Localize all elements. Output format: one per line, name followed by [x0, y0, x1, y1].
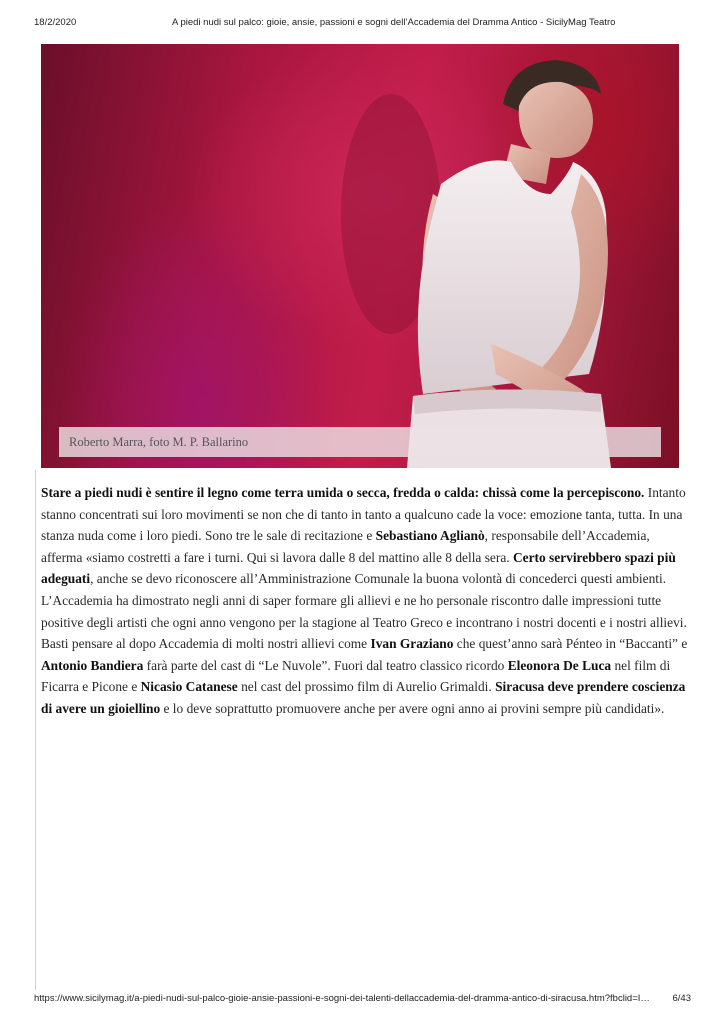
- body-text: nel film di Ficarra e Picone e: [41, 657, 671, 695]
- article-body: [41, 482, 691, 720]
- print-date: 18/2/2020: [34, 17, 77, 28]
- article-photo: [41, 44, 679, 468]
- body-text: , anche se devo riconoscere all’Amministrazione Comunale la buona volontà di concederci questi ambienti. L’Accademia ha dimostrato negli anni di saper formare gli allievi e ne ho personale riscontro dalle impressioni tutte positive degli artisti che ogni anno vengono per la stagione al Teatro Greco e incontrano i nostri docenti e i nostri allievi. Basti pensare al dopo Accademia di molti nostri allievi come: [41, 571, 687, 652]
- page-number: 6/43: [672, 993, 691, 1004]
- bold-text: Antonio Bandiera: [41, 657, 144, 673]
- bold-text: Siracusa deve prendere coscienza di avere un gioiellino: [41, 679, 686, 716]
- body-text: che quest’anno sarà Pénteo in “Baccanti” e: [453, 636, 688, 652]
- print-page-title: A piedi nudi sul palco: gioie, ansie, passioni e sogni dell’Accademia del Dramma Antico - SicilyMag Teatro: [172, 17, 616, 28]
- left-rule: [35, 470, 36, 990]
- body-text: Intanto stanno concentrati sui loro movimenti se non che di tanto in tanto a qualcuno cade la voce: emozione tanta, tutta. In una stanza nuda come i loro piedi. Sono tre le sale di recitazione e: [41, 485, 686, 544]
- body-text: nel cast del prossimo film di Aurelio Grimaldi.: [237, 679, 496, 695]
- bold-text: Sebastiano Aglianò: [375, 528, 485, 544]
- photo-caption: Roberto Marra, foto M. P. Ballarino: [59, 427, 661, 457]
- print-header: [0, 17, 724, 31]
- bold-text: Ivan Graziano: [370, 636, 454, 652]
- bold-text: Certo servirebbero spazi più adeguati: [41, 549, 676, 587]
- body-text: farà parte del cast di “Le Nuvole”. Fuori dal teatro classico ricordo: [143, 657, 508, 673]
- print-footer: [0, 993, 724, 1007]
- bold-text: Stare a piedi nudi è sentire il legno come terra umida o secca, fredda o calda: chissà come la percepiscono.: [41, 485, 645, 500]
- print-url: https://www.sicilymag.it/a-piedi-nudi-sul-palco-gioie-ansie-passioni-e-sogni-dei-talenti-dellaccademia-del-dramma-antico-di-siracusa.htm?fbclid=I…: [34, 993, 650, 1004]
- article-paragraph: [41, 482, 691, 720]
- body-text: e lo deve soprattutto promuovere anche per avere ogni anno ai provini sempre più candidati».: [160, 700, 665, 716]
- bold-text: Eleonora De Luca: [507, 657, 612, 673]
- actor-figure: [41, 44, 679, 468]
- bold-text: Nicasio Catanese: [140, 679, 238, 695]
- body-text: , responsabile dell’Accademia, afferma «siamo costretti a fare i turni. Qui si lavora dalle 8 del mattino alle 8 della sera.: [41, 528, 650, 565]
